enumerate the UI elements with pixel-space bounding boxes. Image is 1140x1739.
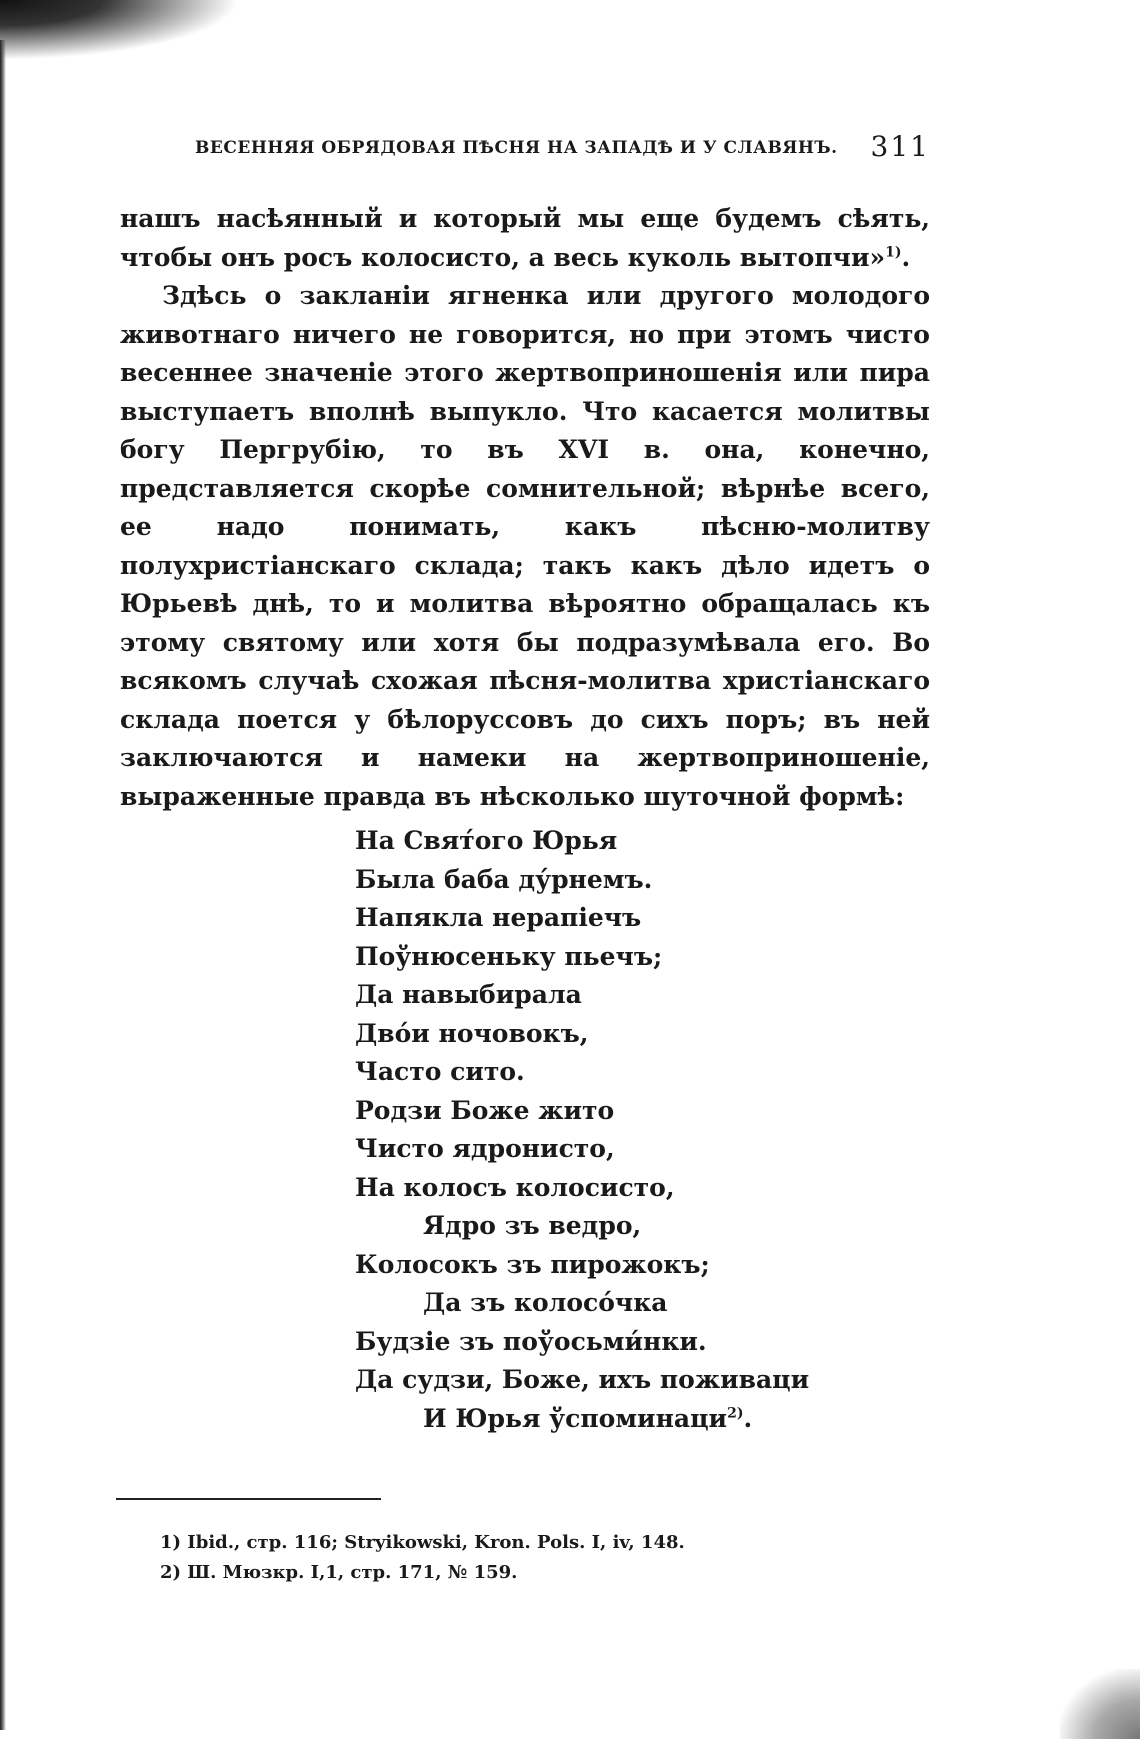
book-page	[120, 130, 930, 1588]
footnote-ref-1[interactable]: 1)	[885, 244, 902, 261]
poem-last-line-text: И Юрья ўспоминаци	[423, 1403, 728, 1433]
paragraph-1-text: нашъ насѣянный и который мы еще будемъ сѣять, чтобы онъ росъ колосисто, а весь куколь вытопчи»	[120, 204, 930, 272]
poem-line: Будзіе зъ поўосьми́нки.	[355, 1326, 707, 1356]
scan-shadow-bottom-right	[1060, 1669, 1140, 1739]
poem-line: Колосокъ зъ пирожокъ;	[355, 1249, 710, 1279]
running-title: ВЕСЕННЯЯ ОБРЯДОВАЯ ПѢСНЯ НА ЗАПАДѢ И У СЛАВЯНЪ.	[195, 138, 838, 158]
poem-line: Была баба ду́рнемъ.	[355, 864, 653, 894]
poem-last-line-end: .	[743, 1403, 753, 1433]
footnote-ref-2[interactable]: 2)	[727, 1405, 744, 1422]
scan-shadow-left-edge	[0, 40, 6, 1730]
footnote-1: 1) Ibid., стр. 116; Stryikowski, Kron. Pols. I, iv, 148.	[160, 1532, 685, 1553]
poem-line-indented: Ядро зъ ведро,	[423, 1211, 642, 1240]
poem-line: Да судзи, Боже, ихъ поживаци	[355, 1365, 810, 1394]
paragraph-1-end: .	[901, 242, 911, 272]
poem-line: На Свят́ого Юрья	[355, 826, 618, 855]
poem-line: Часто сито.	[355, 1057, 525, 1086]
paragraph-continued	[120, 200, 930, 277]
footnote-2: 2) Ш. Мюзкр. I,1, стр. 171, № 159.	[160, 1562, 518, 1583]
poem-line: Чисто ядронисто,	[355, 1134, 615, 1163]
running-head	[120, 130, 930, 170]
poem-line-indented	[355, 1400, 930, 1439]
poem-line: Да навыбирала	[355, 980, 582, 1009]
scan-shadow-top-left	[0, 0, 240, 60]
page-number: 311	[870, 130, 930, 163]
poem-line: Родзи Боже жито	[355, 1095, 615, 1125]
poem-line: Дво́и ночовокъ,	[355, 1018, 589, 1048]
poem-line: Поўнюсеньку пьечъ;	[355, 941, 663, 971]
footnote-divider	[116, 1498, 381, 1500]
poem-line-indented: Да зъ колосо́чка	[423, 1288, 668, 1317]
folk-song	[355, 822, 930, 1438]
paragraph-main: Здѣсь о закланіи ягненка или другого молодого животнаго ничего не говорится, но при этомъ чисто весеннее значеніе этого жертвоприношенія или пира выступаетъ вполнѣ выпукло. Что касается молитвы богу Пергрубію, то въ XVI в. она, конечно, представляется скорѣе сомнительной; вѣрнѣе всего, ее надо понимать, какъ пѣсню-молитву полухристіанскаго склада; такъ какъ дѣло идетъ о Юрьевѣ днѣ, то и молитва вѣроятно обращалась къ этому святому или хотя бы подразумѣвала его. Во всякомъ случаѣ схожая пѣсня-молитва христіанскаго склада поется у бѣлоруссовъ до сихъ поръ; въ ней заключаются и намеки на жертвоприношеніе, выраженные правда въ нѣсколько шуточной формѣ:	[120, 281, 930, 811]
poem-line: Напякла нерапіечъ	[355, 903, 642, 932]
footnotes	[160, 1528, 930, 1588]
poem-line: На колосъ колосисто,	[355, 1172, 675, 1202]
